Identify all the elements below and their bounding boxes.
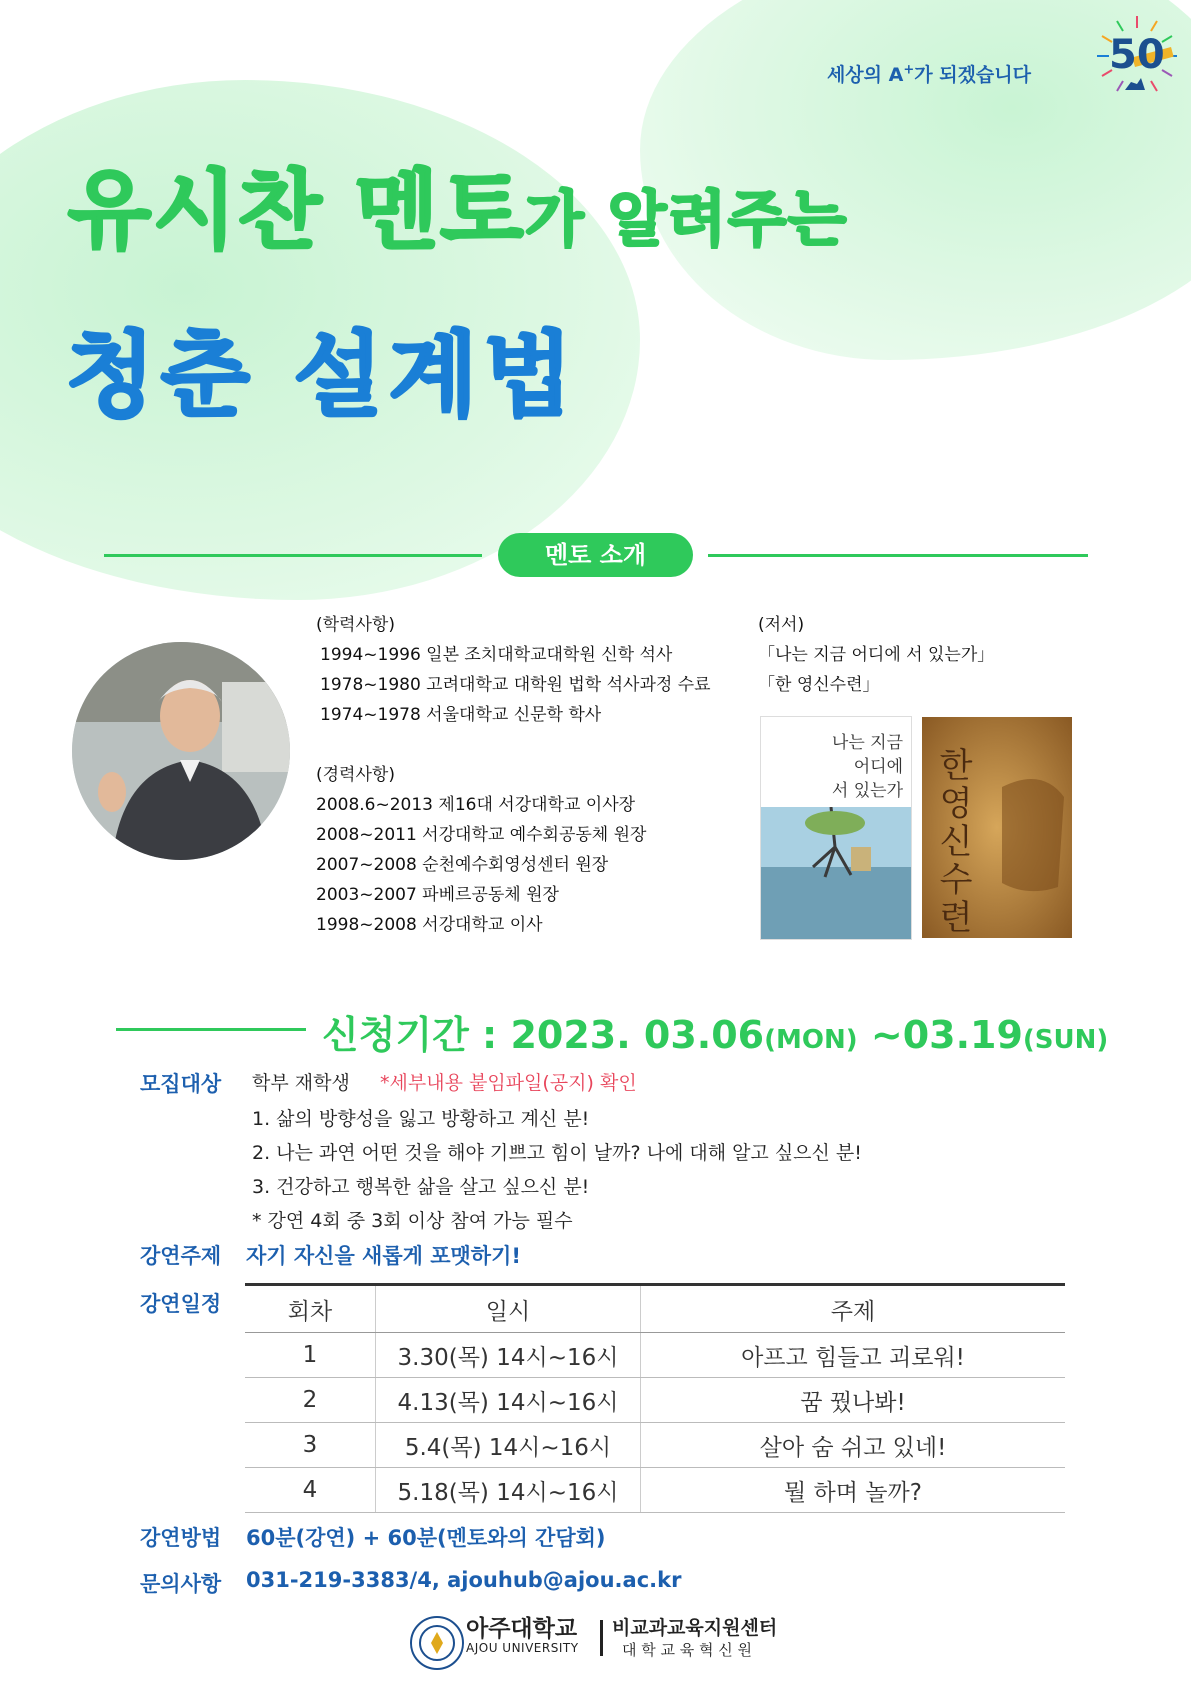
- university-name: [466, 1617, 579, 1655]
- anniversary-50-logo: [1095, 14, 1179, 98]
- education-heading: (학력사항): [316, 615, 395, 635]
- schedule-date: 4.13(목) 14시~16시: [376, 1378, 641, 1423]
- book1-title-line: 나는 지금: [831, 733, 903, 753]
- career-heading: (경력사항): [316, 765, 395, 785]
- schedule-round: 1: [245, 1333, 376, 1378]
- contact-label: 문의사항: [140, 1572, 222, 1596]
- works-item: 「한 영신수련」: [758, 675, 880, 695]
- target-item: * 강연 4회 중 3회 이상 참여 가능 필수: [252, 1210, 573, 1232]
- schedule-date: 5.18(목) 14시~16시: [376, 1468, 641, 1513]
- center-name-text: 비교과교육지원센터: [612, 1617, 778, 1639]
- works-block: [758, 610, 994, 700]
- works-item: 「나는 지금 어디에 서 있는가」: [758, 645, 995, 665]
- target-value: 학부 재학생 *세부내용 붙임파일(공지) 확인: [252, 1072, 637, 1094]
- method-label: 강연방법: [140, 1526, 222, 1550]
- table-row: [245, 1468, 1065, 1513]
- career-item: 2003~2007 파베르공동체 원장: [316, 885, 559, 905]
- schedule-table: [245, 1283, 1065, 1513]
- schedule-header-row: [245, 1285, 1065, 1333]
- table-row: [245, 1423, 1065, 1468]
- career-item: 2007~2008 순천예수회영성센터 원장: [316, 855, 609, 875]
- schedule-date: 3.30(목) 14시~16시: [376, 1333, 641, 1378]
- anniversary-number: 50: [1109, 32, 1165, 78]
- career-item: 1998~2008 서강대학교 이사: [316, 915, 543, 935]
- target-item: 1. 삶의 방향성을 잃고 방황하고 계신 분!: [252, 1108, 590, 1130]
- schedule-label: 강연일정: [140, 1292, 222, 1316]
- book2-title: 한영신수련: [939, 746, 973, 938]
- footer-divider: [600, 1620, 603, 1656]
- schedule-topic: 뭘 하며 놀까?: [641, 1468, 1066, 1513]
- schedule-topic: 아프고 힘들고 괴로워!: [641, 1333, 1066, 1378]
- main-title-line1: 유시찬 멘토가 알려주는: [68, 161, 849, 261]
- period-divider-left: [116, 1028, 306, 1031]
- university-name-kr: 아주대학교: [466, 1616, 578, 1642]
- table-row: [245, 1333, 1065, 1378]
- education-item: 1978~1980 고려대학교 대학원 법학 석사과정 수료: [320, 675, 711, 695]
- target-label: 모집대상: [140, 1072, 222, 1096]
- divider-left: [104, 554, 482, 557]
- schedule-round: 4: [245, 1468, 376, 1513]
- education-item: 1994~1996 일본 조치대학교대학원 신학 석사: [320, 645, 673, 665]
- schedule-round: 3: [245, 1423, 376, 1468]
- career-block: [316, 760, 646, 940]
- book1-title-line: 어디에: [853, 757, 903, 777]
- book-cover-2: [922, 717, 1072, 938]
- section-label-mentor: 멘토 소개: [498, 533, 693, 577]
- schedule-topic: 꿈 꿨나봐!: [641, 1378, 1066, 1423]
- target-item: 3. 건강하고 행복한 삶을 살고 싶으신 분!: [252, 1176, 590, 1198]
- schedule-round: 2: [245, 1378, 376, 1423]
- target-item: 2. 나는 과연 어떤 것을 해야 기쁘고 힘이 날까? 나에 대해 알고 싶으신 분!: [252, 1142, 862, 1164]
- career-item: 2008.6~2013 제16대 서강대학교 이사장: [316, 795, 636, 815]
- center-name: [612, 1617, 777, 1660]
- schedule-date: 5.4(목) 14시~16시: [376, 1423, 641, 1468]
- education-item: 1974~1978 서울대학교 신문학 학사: [320, 705, 602, 725]
- method-value: 60분(강연) + 60분(멘토와의 간담회): [246, 1526, 606, 1550]
- schedule-header-date: 일시: [376, 1285, 641, 1333]
- contact-value: 031-219-3383/4, ajouhub@ajou.ac.kr: [246, 1568, 682, 1592]
- main-title-line2: 청춘 설계법: [66, 322, 579, 429]
- works-heading: (저서): [758, 615, 805, 635]
- education-block: [316, 610, 711, 730]
- schedule-header-topic: 주제: [641, 1285, 1066, 1333]
- divider-right: [708, 554, 1088, 557]
- target-list: [252, 1102, 862, 1238]
- topic-label: 강연주제: [140, 1244, 222, 1268]
- university-name-en: AJOU UNIVERSITY: [466, 1641, 579, 1656]
- institute-name: 대 학 교 육 혁 신 원: [622, 1640, 753, 1659]
- application-period: 신청기간 : 2023. 03.06(MON) ~03.19(SUN): [322, 1013, 1109, 1057]
- mentor-photo: [72, 642, 290, 860]
- book-cover-1: [760, 716, 912, 940]
- ajou-seal-icon: [410, 1616, 464, 1670]
- target-note: *세부내용 붙임파일(공지) 확인: [380, 1072, 637, 1094]
- table-row: [245, 1378, 1065, 1423]
- schedule-topic: 살아 숨 쉬고 있네!: [641, 1423, 1066, 1468]
- career-item: 2008~2011 서강대학교 예수회공동체 원장: [316, 825, 647, 845]
- topic-value: 자기 자신을 새롭게 포맷하기!: [246, 1244, 521, 1268]
- slogan: 세상의 A+가 되겠습니다: [826, 62, 1031, 86]
- book1-title-line: 서 있는가: [831, 781, 903, 801]
- schedule-header-round: 회차: [245, 1285, 376, 1333]
